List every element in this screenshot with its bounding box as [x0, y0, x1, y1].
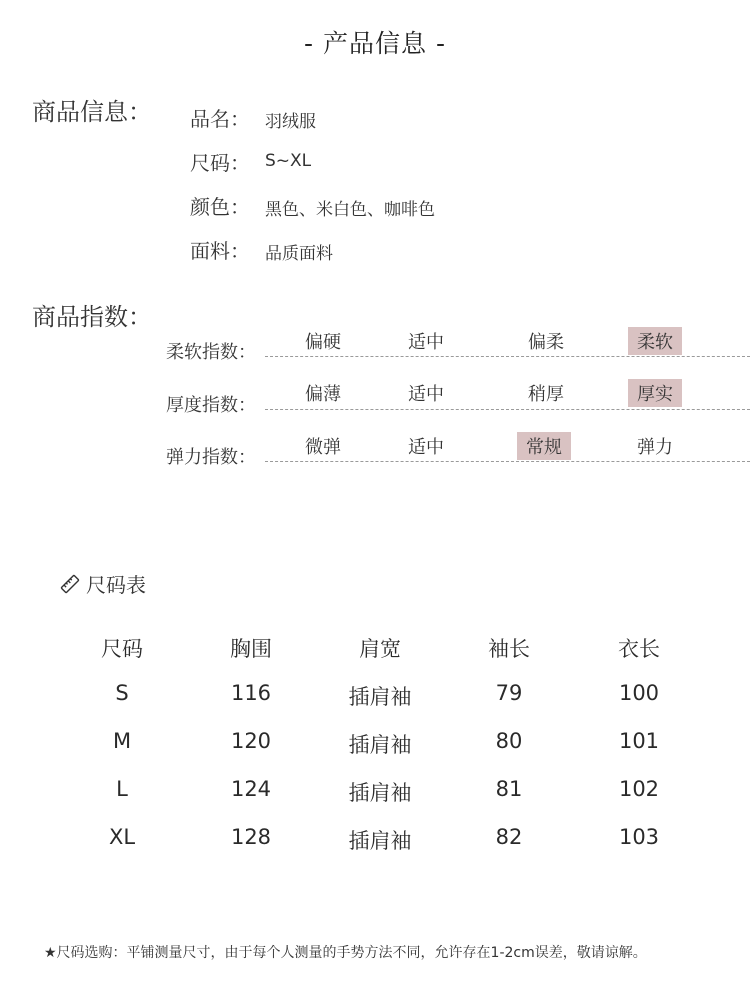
- table-cell: 81: [495, 777, 523, 801]
- softness-option-2: 适中: [408, 332, 444, 353]
- info-key-fabric: 面料：: [190, 239, 250, 263]
- elasticity-option-4: 弹力: [637, 437, 673, 458]
- size-chart-title: [60, 569, 146, 598]
- thickness-index-line: [265, 409, 750, 410]
- size-footnote: ★尺码选购：平铺测量尺寸，由于每个人测量的手势方法不同，允许存在1-2cm误差，敬请谅解。: [44, 945, 647, 961]
- table-header-size: 尺码: [101, 637, 143, 661]
- thickness-option-4-selected: 厚实: [628, 379, 682, 407]
- table-header-length: 衣长: [618, 637, 660, 661]
- table-cell: 插肩袖: [348, 733, 412, 757]
- table-cell: L: [116, 777, 128, 801]
- table-cell: S: [115, 681, 129, 705]
- table-cell: 102: [618, 777, 660, 801]
- thickness-index-label: 厚度指数：: [166, 395, 256, 416]
- elasticity-index-label: 弹力指数：: [166, 447, 256, 468]
- product-info-label: 商品信息：: [32, 98, 152, 126]
- product-index-label: 商品指数：: [32, 303, 152, 331]
- softness-index-line: [265, 356, 750, 357]
- table-cell: 128: [230, 825, 272, 849]
- table-cell: 103: [618, 825, 660, 849]
- page-title: - 产品信息 -: [304, 29, 446, 58]
- size-chart-title-text: 尺码表: [86, 573, 146, 597]
- table-cell: 插肩袖: [348, 781, 412, 805]
- info-key-color: 颜色：: [190, 195, 250, 219]
- table-cell: M: [112, 729, 132, 753]
- table-cell: 插肩袖: [348, 829, 412, 853]
- table-cell: 101: [618, 729, 660, 753]
- softness-option-1: 偏硬: [305, 332, 341, 353]
- table-cell: XL: [108, 825, 136, 849]
- elasticity-index-line: [265, 461, 750, 462]
- thickness-option-1: 偏薄: [305, 384, 341, 405]
- softness-option-3: 偏柔: [528, 332, 564, 353]
- table-cell: 120: [230, 729, 272, 753]
- elasticity-option-1: 微弹: [305, 437, 341, 458]
- table-header-sleeve: 袖长: [488, 637, 530, 661]
- table-cell: 插肩袖: [348, 685, 412, 709]
- table-cell: 100: [618, 681, 660, 705]
- softness-option-4-selected: 柔软: [628, 327, 682, 355]
- ruler-icon: [60, 574, 80, 594]
- table-cell: 82: [495, 825, 523, 849]
- table-header-chest: 胸围: [230, 637, 272, 661]
- table-cell: 124: [230, 777, 272, 801]
- info-key-size: 尺码：: [190, 151, 250, 175]
- table-cell: 116: [230, 681, 272, 705]
- info-value-name: 羽绒服: [265, 112, 316, 132]
- info-value-fabric: 品质面料: [265, 244, 333, 264]
- table-header-shoulder: 肩宽: [359, 637, 401, 661]
- elasticity-option-2: 适中: [408, 437, 444, 458]
- thickness-option-3: 稍厚: [528, 384, 564, 405]
- softness-index-label: 柔软指数：: [166, 342, 256, 363]
- table-cell: 80: [495, 729, 523, 753]
- thickness-option-2: 适中: [408, 384, 444, 405]
- info-value-color: 黑色、米白色、咖啡色: [265, 200, 435, 220]
- info-value-size: S~XL: [265, 151, 312, 171]
- table-cell: 79: [495, 681, 523, 705]
- elasticity-option-3-selected: 常规: [517, 432, 571, 460]
- info-key-name: 品名：: [190, 107, 250, 131]
